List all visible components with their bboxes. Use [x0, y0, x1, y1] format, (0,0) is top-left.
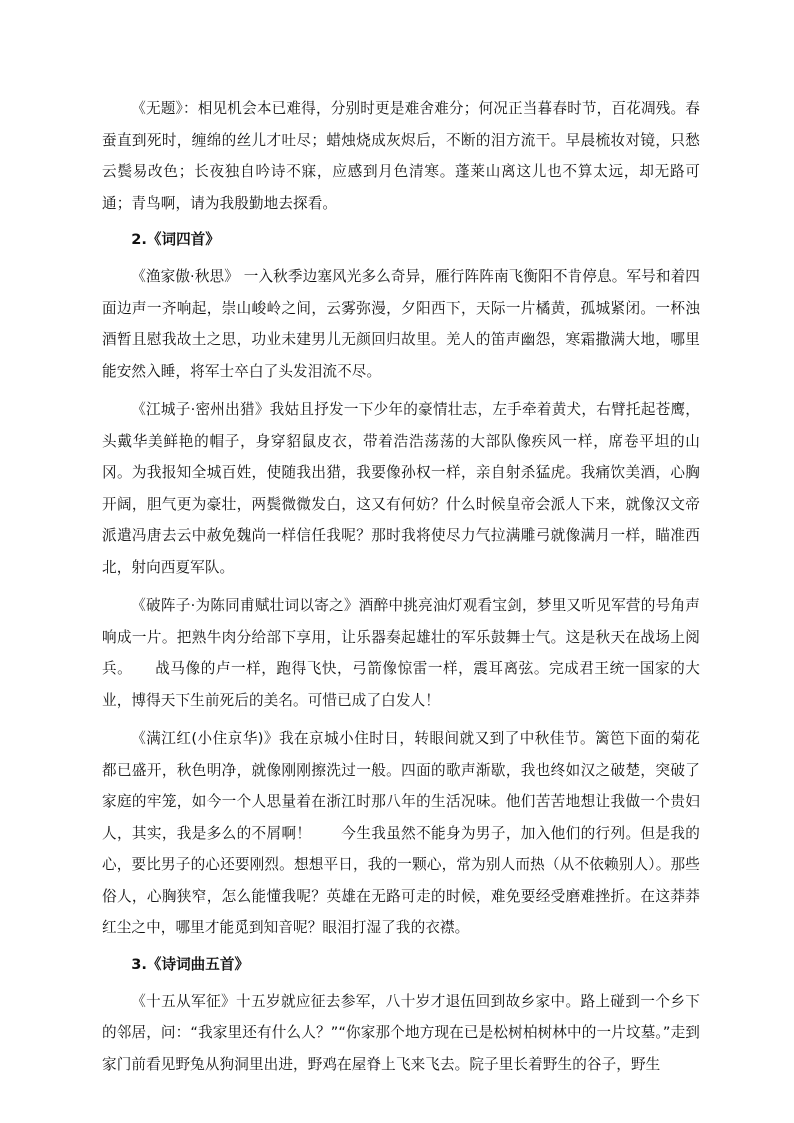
paragraph-yujiaao: 《渔家傲·秋思》 一入秋季边塞风光多么奇异，雁行阵阵南飞衡阳不肯停息。军号和着四面边声一齐响起，崇山峻岭之间，云雾弥漫，夕阳西下，天际一片橘黄，孤城紧闭。一杯浊酒暂且慰我故土之思，功业未建男儿无颜回归故里。羌人的笛声幽怨，寒霜撒满大地，哪里能安然入睡，将军士卒白了头发泪流不尽。 [102, 268, 700, 380]
paragraph-manjianghong: 《满江红(小住京华)》我在京城小住时日，转眼间就又到了中秋佳节。篱笆下面的菊花都已盛开，秋色明净，就像刚刚擦洗过一般。四面的歌声渐歇，我也终如汉之破楚，突破了家庭的牢笼，如今一个人思量着在浙江时那八年的生活况味。他们苦苦地想让我做一个贵妇人，其实，我是多么的不屑啊！ 今生我虽然不能身为男子，加入他们的行列。但是我的心，要比男子的心还要刚烈。想想平日，我的一颗心，常为别人而热（从不依赖别人）。那些俗人，心胸狭窄，怎么能懂我呢？英雄在无路可走的时候，难免要经受磨难挫折。在这莽莽红尘之中，哪里才能觅到知音呢？眼泪打湿了我的衣襟。 [102, 730, 700, 936]
paragraph-wuti: 《无题》：相见机会本已难得，分别时更是难舍难分；何况正当暮春时节，百花凋残。春蚕直到死时，缠绵的丝儿才吐尽；蜡烛烧成灰烬后，不断的泪方流干。早晨梳妆对镜，只愁云鬓易改色；长夜独自吟诗不寐，应感到月色清寒。蓬莱山离这儿也不算太远，却无路可通；青鸟啊，请为我殷勤地去探看。 [102, 100, 700, 212]
paragraph-pozhenzi: 《破阵子·为陈同甫赋壮词以寄之》酒醉中挑亮油灯观看宝剑，梦里又听见军营的号角声响成一片。把熟牛肉分给部下享用，让乐器奏起雄壮的军乐鼓舞士气。这是秋天在战场上阅兵。 战马像的卢一样，跑得飞快，弓箭像惊雷一样，震耳离弦。完成君王统一国家的大业，博得天下生前死后的美名。可惜已成了白发人！ [102, 597, 700, 709]
section-heading-shi-ci-qu-wu-shou: 3.《诗词曲五首》 [131, 955, 250, 973]
paragraph-jiangchengzi: 《江城子·密州出猎》我姑且抒发一下少年的豪情壮志，左手牵着黄犬，右臂托起苍鹰，头戴华美鲜艳的帽子，身穿貂鼠皮衣，带着浩浩荡荡的大部队像疾风一样，席卷平坦的山冈。为我报知全城百姓，使随我出猎，我要像孙权一样，亲自射杀猛虎。我痛饮美酒，心胸开阔，胆气更为豪壮，两鬓微微发白，这又有何妨？什么时候皇帝会派人下来，就像汉文帝派遣冯唐去云中赦免魏尚一样信任我呢？那时我将使尽力气拉满雕弓就像满月一样，瞄准西北，射向西夏军队。 [102, 401, 700, 576]
section-heading-ci-si-shou: 2.《词四首》 [131, 231, 220, 248]
document-body [102, 93, 700, 1087]
paragraph-shiwu-congjunzheng: 《十五从军征》十五岁就应征去参军，八十岁才退伍回到故乡家中。路上碰到一个乡下的邻居，问：“我家里还有什么人？”“你家那个地方现在已是松树柏树林中的一片坟墓。”走到家门前看见野兔从狗洞里出进，野鸡在屋脊上飞来飞去。院子里长着野生的谷子，野生 [102, 992, 700, 1073]
